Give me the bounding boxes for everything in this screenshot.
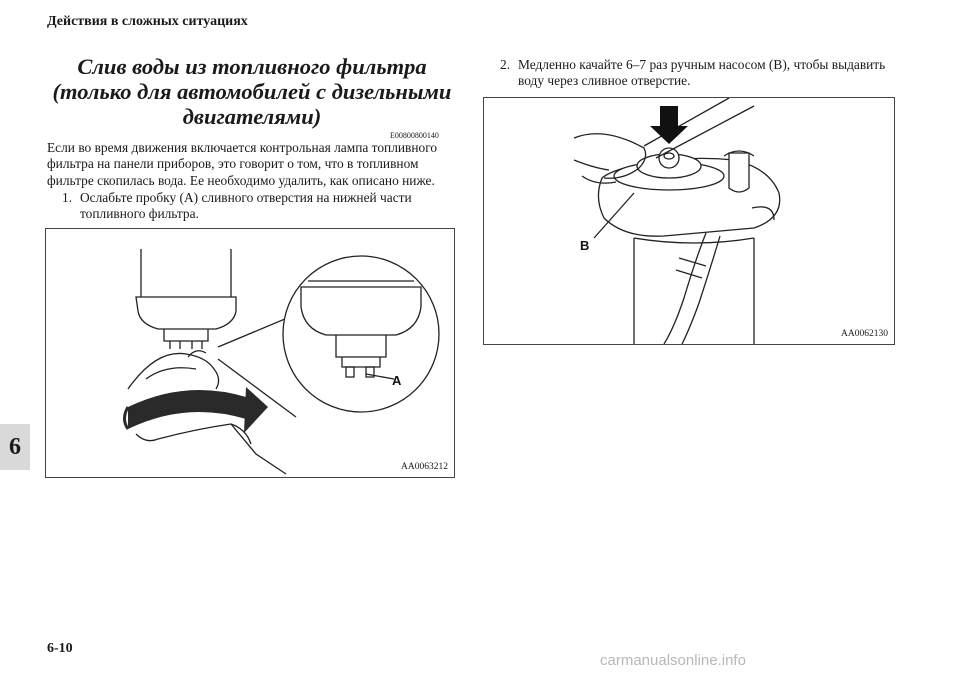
intro-line-2: фильтра на панели приборов, это говорит о том, что в топливном [47,156,419,172]
title-line-1: Слив воды из топливного фильтра [77,54,427,79]
figure-1-code: AA0063212 [401,462,448,472]
title-line-2: (только для автомобилей с дизельными [52,79,452,104]
step-1-number: 1. [62,190,73,205]
step-1-line-1: Ослабьте пробку (A) сливного отверстия на нижней части [80,190,412,205]
chapter-tab[interactable]: 6 [0,424,30,470]
hand-pump-illustration [484,98,894,344]
callout-a: A [392,373,402,388]
step-2 [500,57,920,91]
step-2-line-2: воду через сливное отверстие. [518,73,691,89]
figure-drain-plug [45,228,455,478]
figure-hand-pump [483,97,895,345]
intro-line-3: фильтре скопилась вода. Ее необходимо удалить, как описано ниже. [47,172,435,188]
article-title [47,54,457,129]
title-line-3: двигателями) [182,104,322,129]
step-2-line-1: Медленно качайте 6–7 раз ручным насосом (B), чтобы выдавить [518,57,886,72]
step-2-number: 2. [500,57,511,72]
step-1-line-2: топливного фильтра. [80,206,199,222]
running-head: Действия в сложных ситуациях [47,14,248,29]
article-code: E00800800140 [390,131,439,140]
intro-line-1: Если во время движения включается контрольная лампа топливного [47,140,438,155]
callout-b: B [580,238,590,253]
drain-plug-illustration [46,229,454,477]
page-number: 6-10 [47,641,73,656]
step-1 [62,190,462,224]
figure-2-code: AA0062130 [841,329,888,339]
watermark[interactable]: carmanualsonline.info [600,652,746,669]
intro-paragraph [47,140,457,189]
